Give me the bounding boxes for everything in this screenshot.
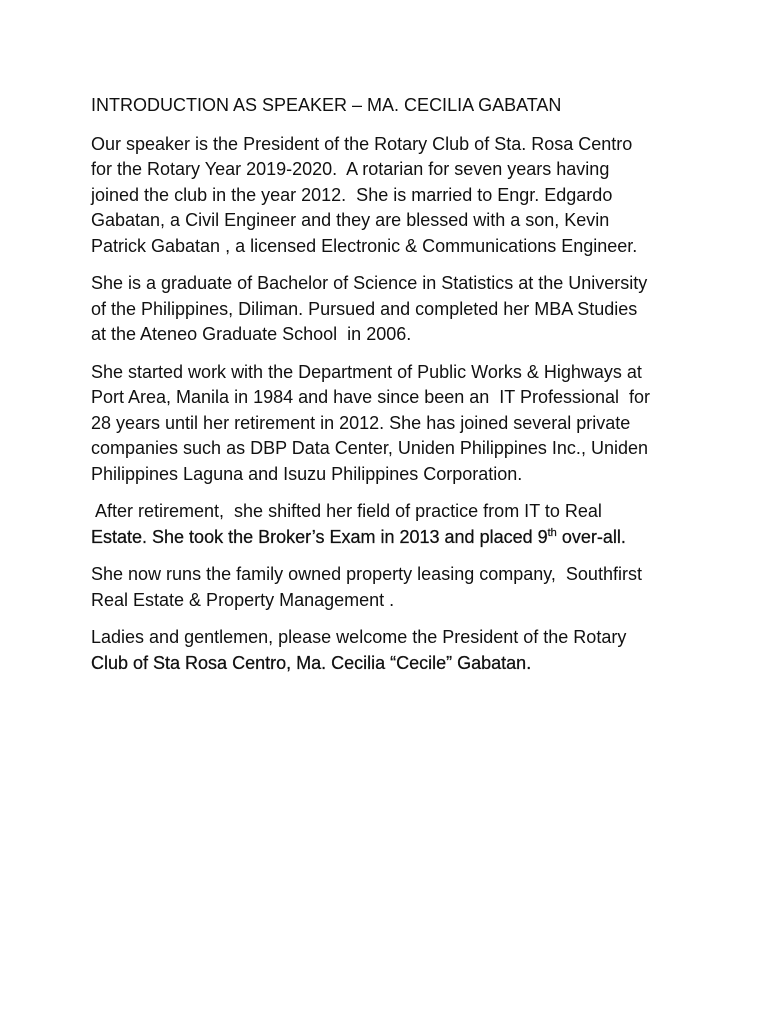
text-line: Patrick Gabatan , a licensed Electronic & Communications Engineer. xyxy=(91,235,638,256)
paragraph-business xyxy=(91,562,691,613)
text-line: She now runs the family owned property leasing company, Southfirst xyxy=(91,564,642,584)
text-line: 28 years until her retirement in 2012. She has joined several private xyxy=(91,412,631,433)
text-line: Port Area, Manila in 1984 and have since been an IT Professional for xyxy=(91,387,651,407)
text-line: for the Rotary Year 2019-2020. A rotarian for seven years having xyxy=(91,159,610,179)
text-line: After retirement, she shifted her field of practice from IT to Real xyxy=(91,501,602,521)
paragraph-introduction xyxy=(91,132,691,260)
text-line: She started work with the Department of Public Works & Highways at xyxy=(91,361,642,382)
text-line: Gabatan, a Civil Engineer and they are blessed with a son, Kevin xyxy=(91,210,610,230)
text-line: companies such as DBP Data Center, Uniden Philippines Inc., Uniden xyxy=(91,438,648,458)
document-title: INTRODUCTION AS SPEAKER – MA. CECILIA GABATAN xyxy=(91,95,562,115)
text-line xyxy=(91,525,691,551)
text-line: Club of Sta Rosa Centro, Ma. Cecilia “Cecile” Gabatan. xyxy=(91,652,532,673)
text-segment: over-all. xyxy=(556,526,626,547)
text-segment: Estate. She took the Broker’s Exam in 2013 and placed 9 xyxy=(91,526,548,547)
text-line: Our speaker is the President of the Rotary Club of Sta. Rosa Centro xyxy=(91,133,633,154)
paragraph-retirement xyxy=(91,499,691,550)
text-line: Philippines Laguna and Isuzu Philippines Corporation. xyxy=(91,463,523,484)
text-line: joined the club in the year 2012. She is married to Engr. Edgardo xyxy=(91,184,613,205)
text-line: Real Estate & Property Management . xyxy=(91,589,395,610)
text-line: Ladies and gentlemen, please welcome the President of the Rotary xyxy=(91,627,627,647)
text-line: of the Philippines, Diliman. Pursued and completed her MBA Studies xyxy=(91,298,638,319)
paragraph-education xyxy=(91,271,691,348)
paragraph-closing xyxy=(91,625,691,676)
ordinal-superscript: th xyxy=(547,526,557,539)
text-line: at the Ateneo Graduate School in 2006. xyxy=(91,324,412,344)
document-body xyxy=(91,93,691,688)
text-line: She is a graduate of Bachelor of Science in Statistics at the University xyxy=(91,273,648,293)
paragraph-career xyxy=(91,360,691,488)
